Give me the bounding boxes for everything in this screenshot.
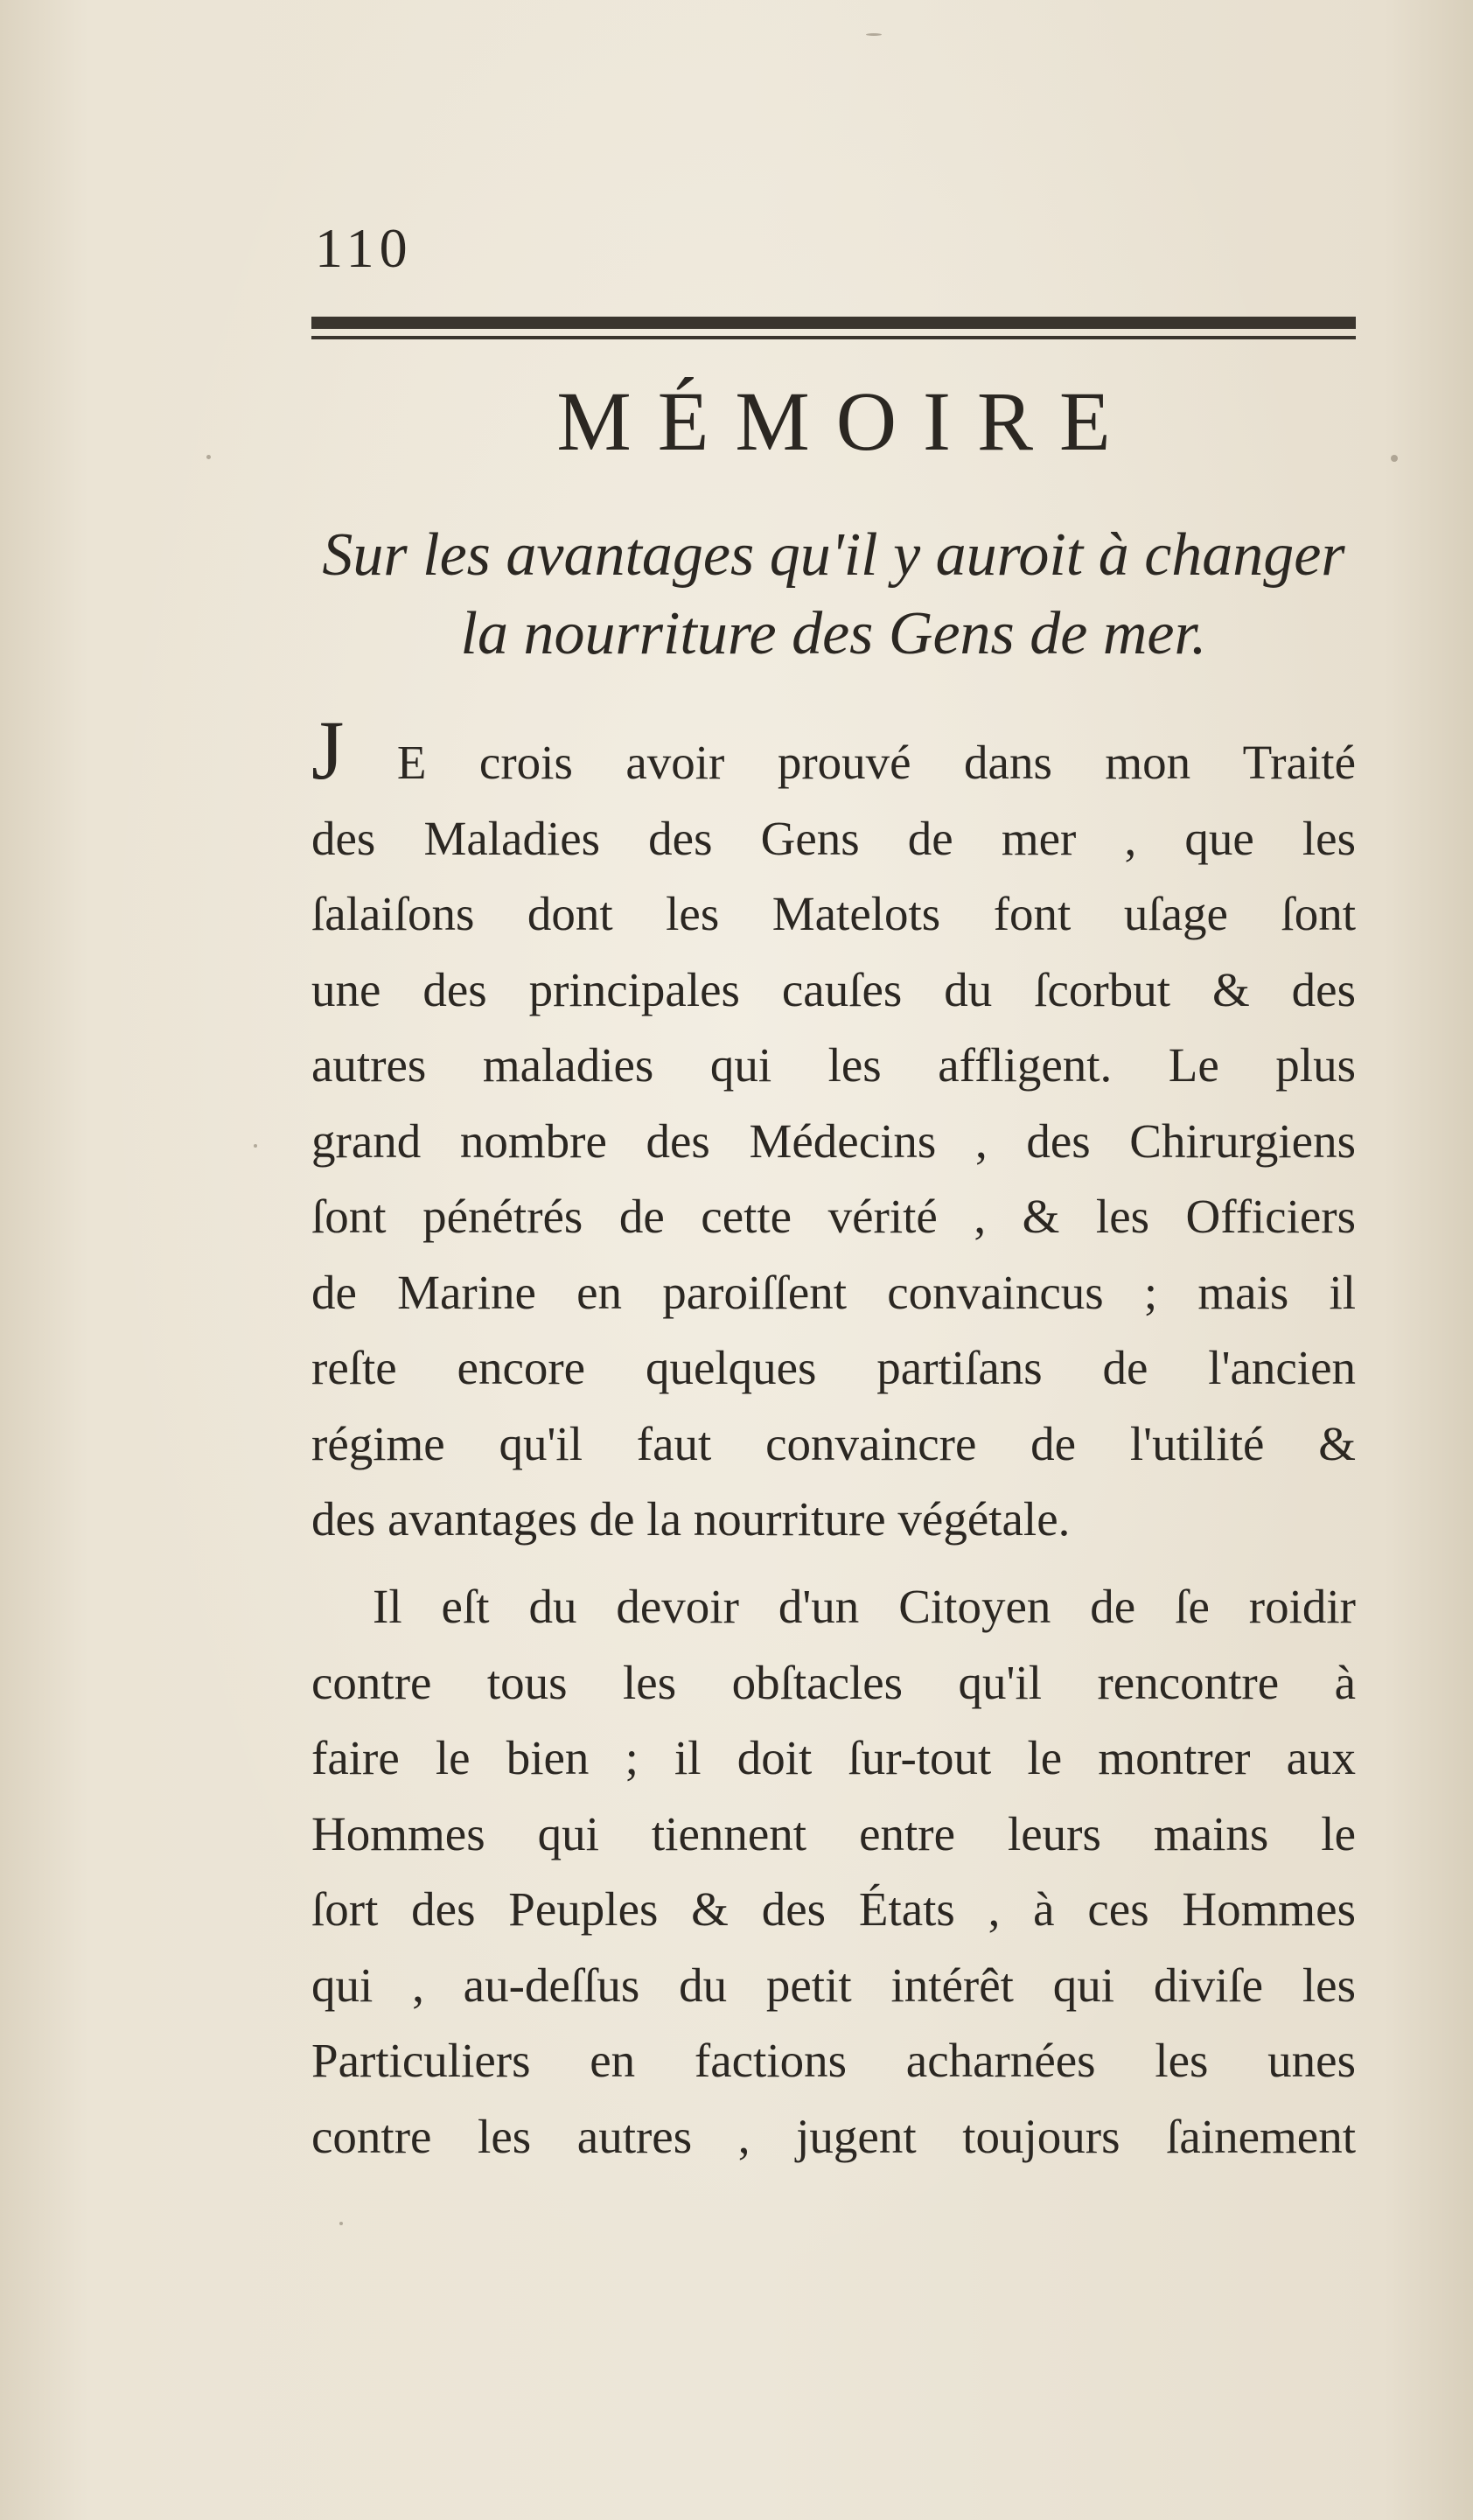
paper-speck: [1391, 455, 1398, 462]
header-rule-thick: [311, 317, 1356, 329]
paper-speck: [339, 2222, 343, 2225]
text-line: une des principales cauſes du ſcorbut & des: [311, 962, 1356, 1016]
text-line: J E crois avoir prouvé dans mon Traité: [311, 703, 1356, 797]
paragraph-1: [311, 703, 1356, 1558]
text-line: faire le bien ; il doit ſur-tout le montrer aux: [311, 1731, 1356, 1784]
paper-speck: [206, 455, 211, 459]
subtitle-line: Sur les avantages qu'il y auroit à changer: [322, 521, 1345, 589]
text-line: régime qu'il faut convaincre de l'utilité &: [311, 1416, 1356, 1470]
text-line: contre tous les obſtacles qu'il rencontre à: [311, 1655, 1356, 1709]
text-line: contre les autres , jugent toujours ſainement: [311, 2109, 1356, 2163]
page-number: 110: [315, 217, 413, 279]
memoir-subtitle: [311, 516, 1356, 674]
text-line: ſont pénétrés de cette vérité , & les Officiers: [311, 1190, 1356, 1243]
memoir-title: MÉMOIRE: [556, 374, 1137, 468]
paragraph-2: [311, 1569, 1356, 2174]
header-rule-thin: [311, 336, 1356, 339]
text-line: des Maladies des Gens de mer , que les: [311, 811, 1356, 865]
paper-speck: [254, 1144, 257, 1148]
text-line: Particuliers en factions acharnées les unes: [311, 2034, 1356, 2087]
text-line: des avantages de la nourriture végétale.: [311, 1492, 1071, 1546]
text-line: reſte encore quelques partiſans de l'ancien: [311, 1341, 1356, 1394]
text-line: de Marine en paroiſſent convaincus ; mais il: [311, 1265, 1356, 1319]
text-line: Hommes qui tiennent entre leurs mains le: [311, 1806, 1356, 1860]
text-line: Il eſt du devoir d'un Citoyen de ſe roidir: [373, 1580, 1356, 1633]
paper-speck: [866, 33, 882, 36]
text-line: ſalaiſons dont les Matelots font uſage ſont: [311, 887, 1356, 940]
text-line: grand nombre des Médecins , des Chirurgiens: [311, 1113, 1356, 1168]
text-line: autres maladies qui les affligent. Le plus: [311, 1038, 1356, 1092]
text-line: qui , au-deſſus du petit intérêt qui diviſe les: [311, 1958, 1356, 2012]
subtitle-line: la nourriture des Gens de mer.: [460, 600, 1207, 667]
text-line: ſort des Peuples & des États , à ces Hommes: [311, 1882, 1356, 1936]
